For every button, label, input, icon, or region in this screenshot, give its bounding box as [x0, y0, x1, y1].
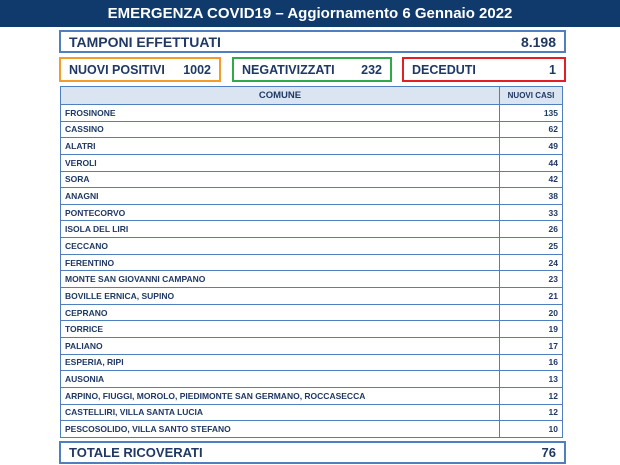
nuovi-casi-cell: 26	[500, 221, 563, 238]
table-row	[61, 304, 563, 321]
table-row	[61, 171, 563, 188]
nuovi-casi-cell: 13	[500, 371, 563, 388]
nuovi-casi-cell: 23	[500, 271, 563, 288]
comune-cell: ARPINO, FIUGGI, MOROLO, PIEDIMONTE SAN GERMANO, ROCCASECCA	[61, 387, 500, 404]
table-row	[61, 354, 563, 371]
header-nuovi-casi: NUOVI CASI	[500, 87, 563, 105]
nuovi-casi-cell: 12	[500, 387, 563, 404]
comune-cell: BOVILLE ERNICA, SUPINO	[61, 288, 500, 305]
table-row	[61, 154, 563, 171]
comune-cell: CECCANO	[61, 238, 500, 255]
nuovi-casi-cell: 38	[500, 188, 563, 205]
table-row	[61, 238, 563, 255]
ricoverati-box	[59, 441, 566, 464]
cases-table	[60, 86, 563, 438]
negativizzati-box	[232, 57, 392, 82]
comune-cell: MONTE SAN GIOVANNI CAMPANO	[61, 271, 500, 288]
table-row	[61, 105, 563, 122]
comune-cell: CASTELLIRI, VILLA SANTA LUCIA	[61, 404, 500, 421]
nuovi-casi-cell: 25	[500, 238, 563, 255]
comune-cell: FROSINONE	[61, 105, 500, 122]
table-row	[61, 204, 563, 221]
nuovi-casi-cell: 12	[500, 404, 563, 421]
nuovi-casi-cell: 62	[500, 121, 563, 138]
table-row	[61, 404, 563, 421]
comune-cell: TORRICE	[61, 321, 500, 338]
comune-cell: ALATRI	[61, 138, 500, 155]
comune-cell: CASSINO	[61, 121, 500, 138]
comune-cell: PONTECORVO	[61, 204, 500, 221]
negativizzati-label: NEGATIVIZZATI	[242, 62, 335, 77]
nuovi-casi-cell: 16	[500, 354, 563, 371]
table-row	[61, 321, 563, 338]
positivi-box	[59, 57, 221, 82]
table-row	[61, 254, 563, 271]
table-row	[61, 271, 563, 288]
comune-cell: FERENTINO	[61, 254, 500, 271]
nuovi-casi-cell: 49	[500, 138, 563, 155]
comune-cell: VEROLI	[61, 154, 500, 171]
table-row	[61, 288, 563, 305]
nuovi-casi-cell: 24	[500, 254, 563, 271]
table-row	[61, 188, 563, 205]
nuovi-casi-cell: 33	[500, 204, 563, 221]
deceduti-box	[402, 57, 566, 82]
table-row	[61, 421, 563, 438]
deceduti-value: 1	[549, 62, 556, 77]
comune-cell: PALIANO	[61, 337, 500, 354]
ricoverati-label: TOTALE RICOVERATI	[69, 445, 203, 460]
nuovi-casi-cell: 21	[500, 288, 563, 305]
comune-cell: ESPERIA, RIPI	[61, 354, 500, 371]
comune-cell: AUSONIA	[61, 371, 500, 388]
nuovi-casi-cell: 135	[500, 105, 563, 122]
comune-cell: SORA	[61, 171, 500, 188]
table-row	[61, 138, 563, 155]
nuovi-casi-cell: 20	[500, 304, 563, 321]
positivi-label: NUOVI POSITIVI	[69, 62, 165, 77]
nuovi-casi-cell: 17	[500, 337, 563, 354]
nuovi-casi-cell: 19	[500, 321, 563, 338]
table-row	[61, 371, 563, 388]
header-comune: COMUNE	[61, 87, 500, 105]
comune-cell: CEPRANO	[61, 304, 500, 321]
positivi-value: 1002	[183, 62, 211, 77]
nuovi-casi-cell: 42	[500, 171, 563, 188]
table-row	[61, 337, 563, 354]
table-row	[61, 121, 563, 138]
table-row	[61, 221, 563, 238]
tamponi-box	[59, 30, 566, 53]
nuovi-casi-cell: 10	[500, 421, 563, 438]
comune-cell: PESCOSOLIDO, VILLA SANTO STEFANO	[61, 421, 500, 438]
table-row	[61, 387, 563, 404]
tamponi-label: TAMPONI EFFETTUATI	[69, 33, 221, 50]
nuovi-casi-cell: 44	[500, 154, 563, 171]
ricoverati-value: 76	[541, 445, 556, 460]
page-title: EMERGENZA COVID19 – Aggiornamento 6 Gennaio 2022	[0, 0, 620, 27]
tamponi-value: 8.198	[520, 33, 556, 50]
deceduti-label: DECEDUTI	[412, 62, 476, 77]
negativizzati-value: 232	[361, 62, 382, 77]
comune-cell: ANAGNI	[61, 188, 500, 205]
comune-cell: ISOLA DEL LIRI	[61, 221, 500, 238]
